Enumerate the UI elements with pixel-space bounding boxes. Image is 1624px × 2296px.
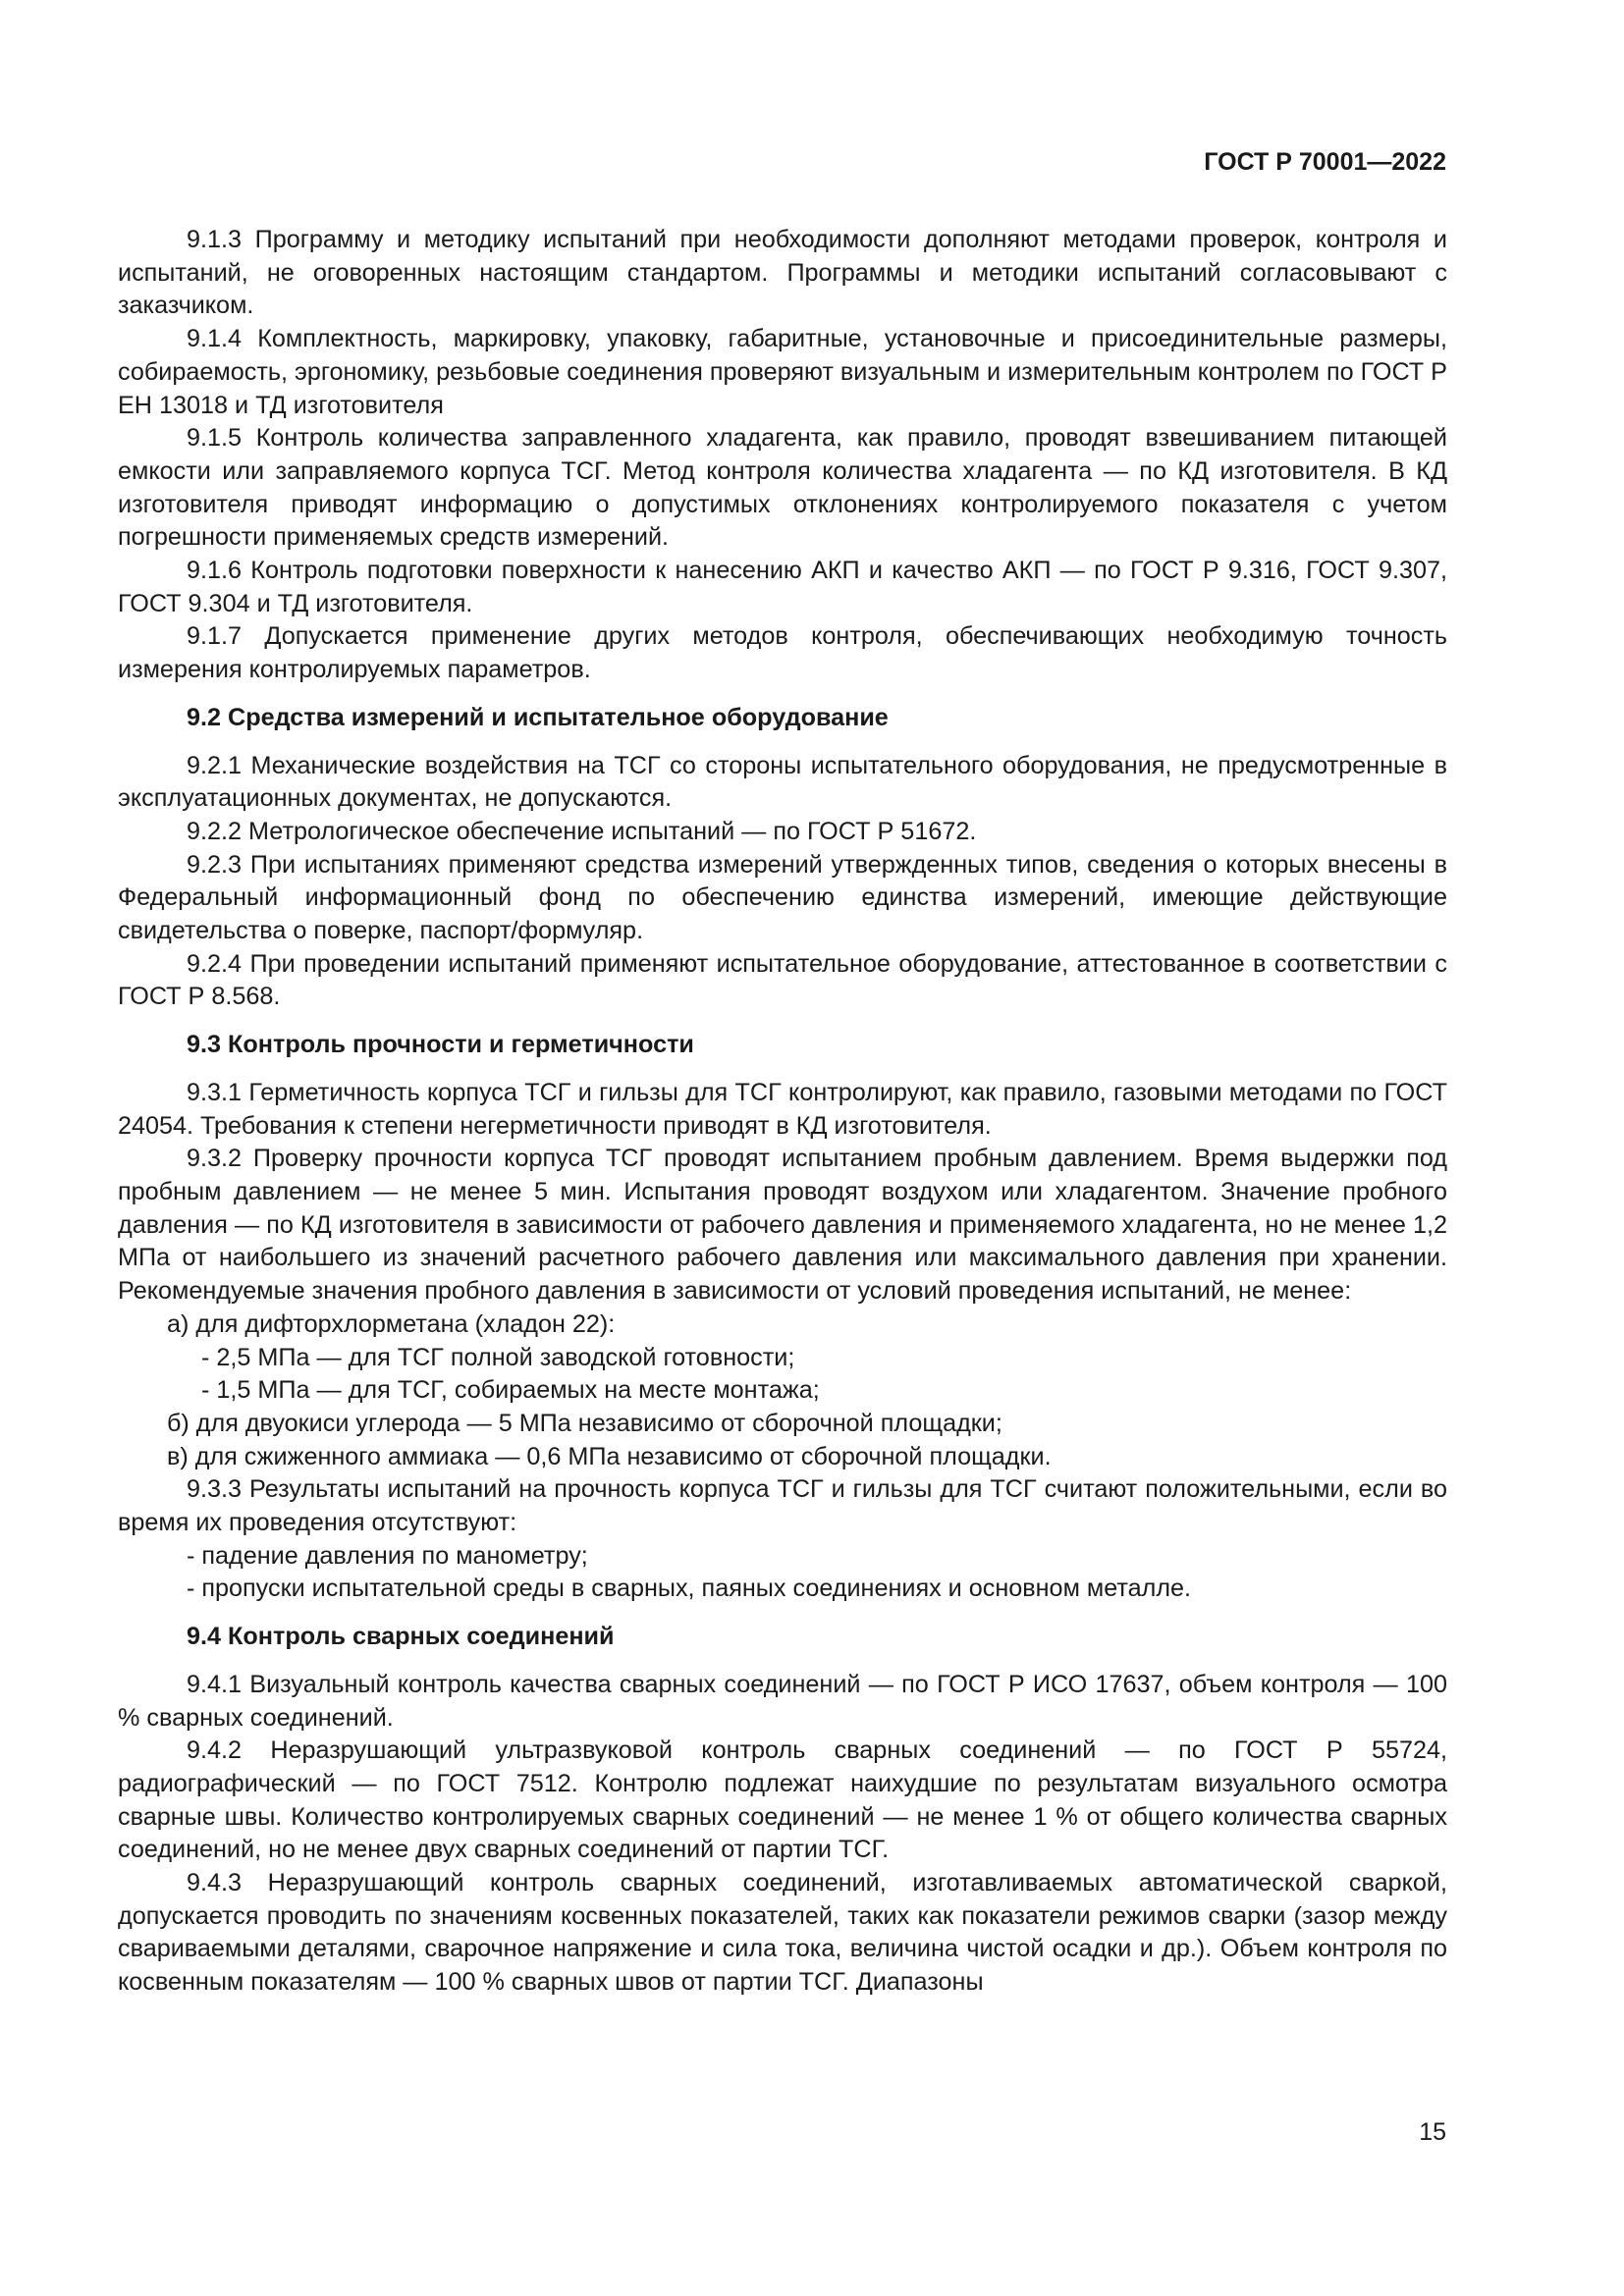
list-item-leaks: - пропуски испытательной среды в сварных, паяных соединениях и основном металле. [187, 1575, 1192, 1603]
paragraph-9-2-1: 9.2.1 Механические воздействия на ТСГ со стороны испытательного оборудования, не предусмотренные в эксплуатационных документах, не допускаются. [118, 751, 1447, 813]
list-item-a: а) для дифторхлорметана (хладон 22): [167, 1309, 616, 1338]
paragraph-9-2-2: 9.2.2 Метрологическое обеспечение испытаний — по ГОСТ Р 51672. [187, 817, 977, 845]
section-heading-9-4: 9.4 Контроль сварных соединений [187, 1623, 615, 1651]
section-heading-9-2: 9.2 Средства измерений и испытательное оборудование [187, 703, 889, 731]
paragraph-9-3-3: 9.3.3 Результаты испытаний на прочность корпуса ТСГ и гильзы для ТСГ считают положительными, если во время их проведения отсутствуют: [118, 1475, 1447, 1537]
section-heading-9-3: 9.3 Контроль прочности и герметичности [187, 1031, 694, 1059]
paragraph-9-1-5: 9.1.5 Контроль количества заправленного хладагента, как правило, проводят взвешиванием питающей емкости или заправляемого корпуса ТСГ. Метод контроля количества хладагента — по КД изготовителя. В КД изготовителя приводят информацию о допустимых отклонениях контролируемого показателя с учетом погрешности применяемых средств измерений. [118, 424, 1447, 552]
document-body [118, 224, 1447, 2000]
list-subitem-a2: - 1,5 МПа — для ТСГ, собираемых на месте монтажа; [201, 1376, 820, 1405]
paragraph-9-3-2: 9.3.2 Проверку прочности корпуса ТСГ проводят испытанием пробным давлением. Время выдержки под пробным давлением — не менее 5 мин. Испытания проводят воздухом или хладагентом. Значение пробного давления — по КД изготовителя в зависимости от рабочего давления и применяемого хладагента, но не менее 1,2 МПа от наибольшего из значений расчетного рабочего давления или максимального давления при хранении. Рекомендуемые значения пробного давления в зависимости от условий проведения испытаний, не менее: [118, 1145, 1447, 1306]
paragraph-9-4-2: 9.4.2 Неразрушающий ультразвуковой контроль сварных соединений — по ГОСТ Р 55724, радиографический — по ГОСТ 7512. Контролю подлежат наихудшие по результатам визуального осмотра сварные швы. Количество контролируемых сварных соединений — не менее 1 % от общего количества сварных соединений, но не менее двух сварных соединений от партии ТСГ. [118, 1736, 1447, 1864]
paragraph-9-1-7: 9.1.7 Допускается применение других методов контроля, обеспечивающих необходимую точность измерения контролируемых параметров. [118, 622, 1447, 684]
paragraph-9-2-4: 9.2.4 При проведении испытаний применяют испытательное оборудование, аттестованное в соответствии с ГОСТ Р 8.568. [118, 949, 1447, 1011]
paragraph-9-3-1: 9.3.1 Герметичность корпуса ТСГ и гильзы для ТСГ контролируют, как правило, газовыми методами по ГОСТ 24054. Требования к степени негерметичности приводят в КД изготовителя. [118, 1078, 1447, 1140]
list-item-v: в) для сжиженного аммиака — 0,6 МПа независимо от сборочной площадки. [167, 1442, 1052, 1470]
paragraph-9-1-6: 9.1.6 Контроль подготовки поверхности к нанесению АКП и качество АКП — по ГОСТ Р 9.316, ГОСТ 9.307, ГОСТ 9.304 и ТД изготовителя. [118, 557, 1447, 617]
list-subitem-a1: - 2,5 МПа — для ТСГ полной заводской готовности; [201, 1343, 795, 1371]
list-item-b: б) для двуокиси углерода — 5 МПа независимо от сборочной площадки; [167, 1409, 1002, 1437]
paragraph-9-1-3: 9.1.3 Программу и методику испытаний при необходимости дополняют методами проверок, контроля и испытаний, не оговоренных настоящим стандартом. Программы и методики испытаний согласовывают с заказчиком. [118, 226, 1447, 320]
paragraph-9-4-1: 9.4.1 Визуальный контроль качества сварных соединений — по ГОСТ Р ИСО 17637, объем контроля — 100 % сварных соединений. [118, 1670, 1447, 1732]
document-header-id: ГОСТ Р 70001—2022 [1204, 148, 1446, 176]
list-item-pressure-drop: - падение давления по манометру; [187, 1541, 588, 1570]
page-number: 15 [1419, 2118, 1446, 2146]
paragraph-9-1-4: 9.1.4 Комплектность, маркировку, упаковку, габаритные, установочные и присоединительные размеры, собираемость, эргономику, резьбовые соединения проверяют визуальным и измерительным контролем по ГОСТ Р ЕН 13018 и ТД изготовителя [118, 325, 1447, 419]
paragraph-9-2-3: 9.2.3 При испытаниях применяют средства измерений утвержденных типов, сведения о которых внесены в Федеральный информационный фонд по обеспечению единства измерений, имеющие действующие свидетельства о поверке, паспорт/формуляр. [118, 850, 1447, 945]
paragraph-9-4-3: 9.4.3 Неразрушающий контроль сварных соединений, изготавливаемых автоматической сваркой, допускается проводить по значениям косвенных показателей, таких как показатели режимов сварки (зазор между свариваемыми деталями, сварочное напряжение и сила тока, величина чистой осадки и др.). Объем контроля по косвенным показателям — 100 % сварных швов от партии ТСГ. Диапазоны [118, 1869, 1447, 1997]
